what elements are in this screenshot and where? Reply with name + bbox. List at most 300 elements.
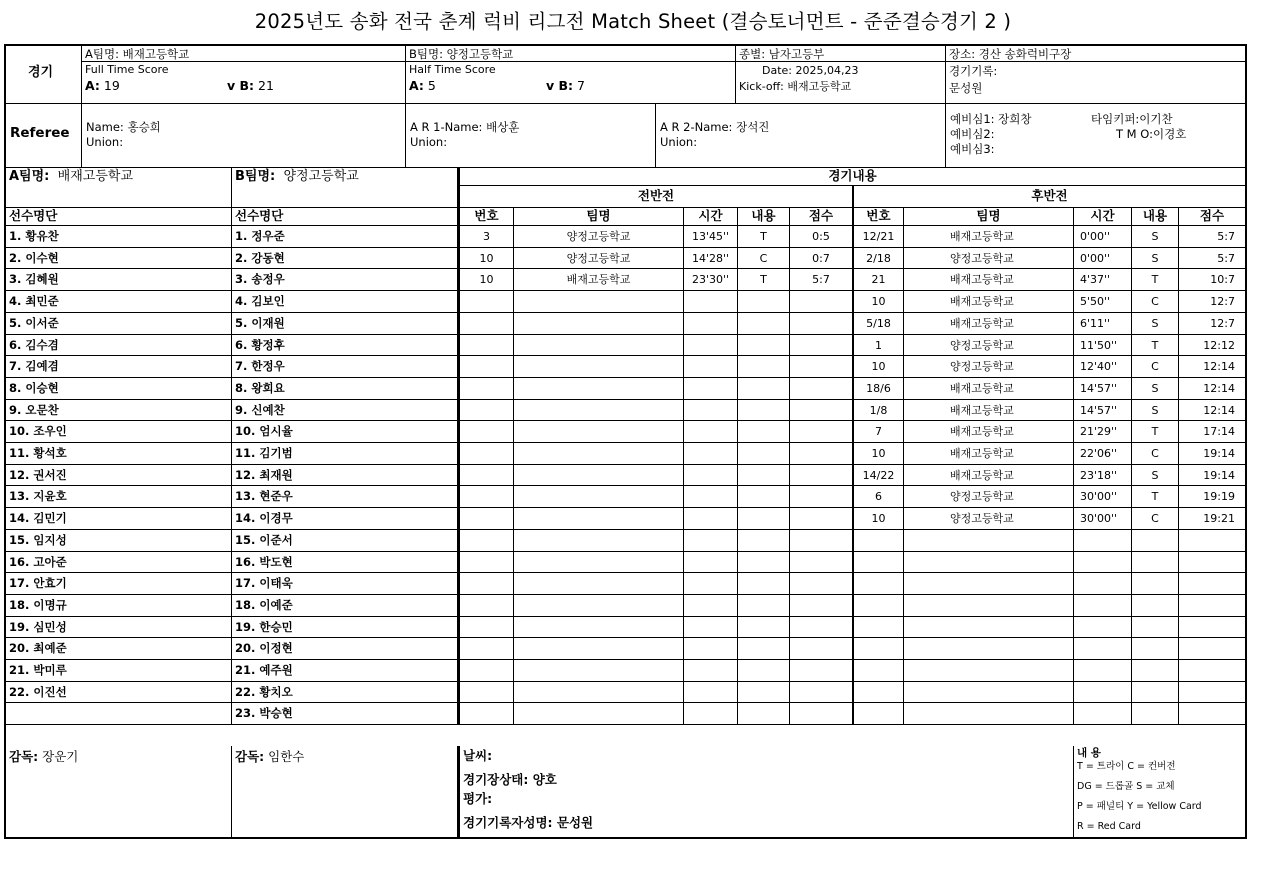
teamA-player: 20. 최예준 [6,638,232,660]
coachB: 감독: 임한수 [235,749,305,764]
teamA-player: 8. 이승현 [6,378,232,400]
teamA-player: 22. 이진선 [6,682,232,703]
teamB-player: 12. 최재원 [232,465,458,486]
second-half-event-cell: 18/6 [854,378,904,400]
second-half-event-cell: 배재고등학교 [904,378,1074,400]
referee-name: Name: 홍승희 [86,120,161,134]
teamA-player: 21. 박미루 [6,660,232,682]
second-half-event-cell [904,617,1074,638]
teamA-player: 13. 지윤호 [6,486,232,508]
first-half-event-cell [514,573,684,595]
first-half-event-cell [684,508,738,530]
ar2-cell [656,104,946,168]
first-half-event-cell: 0:7 [790,248,854,269]
second-half-event-cell: 7 [854,421,904,443]
first-half-event-cell [790,530,854,552]
first-half-event-cell [458,703,514,725]
second-half-event-cell: 0'00'' [1074,248,1132,269]
second-half-event-cell [1179,552,1245,573]
second-half-event-cell: 30'00'' [1074,508,1132,530]
teamA-header [6,168,232,208]
legend-title: 내 용 [1077,747,1101,759]
first-half-event-cell [458,638,514,660]
second-half-event-cell: 10 [854,291,904,313]
second-half-event-cell: 6 [854,486,904,508]
teamA-players-header: 선수명단 [6,208,232,226]
second-half-event-cell [1179,703,1245,725]
second-half-event-cell [1074,595,1132,617]
teamA-player: 18. 이명규 [6,595,232,617]
first-half-event-cell [514,638,684,660]
second-half-event-cell: 12:14 [1179,356,1245,378]
first-half-event-cell [738,443,790,465]
second-half-event-cell: S [1132,226,1179,248]
second-half-event-cell [1179,595,1245,617]
first-half-col-header: 시간 [684,208,738,226]
coachA-cell [6,746,232,837]
second-half-event-cell: 12'40'' [1074,356,1132,378]
second-half-event-cell [1132,638,1179,660]
teamB-player: 8. 왕희요 [232,378,458,400]
teamA-player: 4. 최민준 [6,291,232,313]
second-half-event-cell [1074,530,1132,552]
first-half-event-cell [684,595,738,617]
match-content-header: 경기내용 [458,168,1245,186]
teamB-player: 22. 황치오 [232,682,458,703]
first-half-event-cell [684,660,738,682]
ar2-name: A R 2-Name: 장석진 [660,120,770,134]
first-half-event-cell [738,638,790,660]
second-half-event-cell [904,573,1074,595]
second-half-event-cell: 30'00'' [1074,486,1132,508]
second-half-event-cell [1132,595,1179,617]
second-half-event-cell: 23'18'' [1074,465,1132,486]
second-half-event-cell: S [1132,400,1179,421]
first-half-event-cell [458,508,514,530]
first-half-event-cell: 배재고등학교 [514,269,684,291]
second-half-event-cell: T [1132,486,1179,508]
first-half-event-cell [738,573,790,595]
ht-a-score: A: 5 [409,78,436,93]
coachB-cell [232,746,458,837]
first-half-event-cell [458,291,514,313]
second-half-event-cell: 10 [854,356,904,378]
second-half-event-cell: T [1132,269,1179,291]
rating: 평가: [463,791,493,806]
conditions-cell [458,746,1074,837]
second-half-event-cell [1074,552,1132,573]
teamA-name-line: A팀명: 배재고등학교 [85,47,190,61]
first-half-event-cell [738,313,790,335]
first-half-event-cell [790,291,854,313]
second-half-event-cell: S [1132,313,1179,335]
first-half-event-cell [514,552,684,573]
teamA-player: 9. 오문찬 [6,400,232,421]
first-half-event-cell [738,530,790,552]
first-half-event-cell [458,552,514,573]
first-half-event-cell: 양정고등학교 [514,226,684,248]
second-half-event-cell: 12:14 [1179,400,1245,421]
second-half-event-cell: 12:14 [1179,378,1245,400]
first-half-event-cell [514,508,684,530]
coachA: 감독: 장운기 [9,749,79,764]
second-half-event-cell [1132,617,1179,638]
first-half-event-cell [738,465,790,486]
first-half-event-cell [514,486,684,508]
second-half-event-cell [1179,530,1245,552]
first-half-event-cell: 5:7 [790,269,854,291]
second-half-event-cell: C [1132,443,1179,465]
first-half-event-cell [738,595,790,617]
full-time-label: Full Time Score [85,63,169,76]
teamA-info-cell [82,46,406,104]
first-half-event-cell [790,703,854,725]
first-half-event-cell [458,356,514,378]
first-half-event-cell [790,660,854,682]
second-half-event-cell: 12:7 [1179,291,1245,313]
first-half-event-cell [790,378,854,400]
teamB-title: B팀명: 양정고등학교 [235,169,359,184]
ar1-name: A R 1-Name: 배상훈 [410,120,520,134]
second-half-header: 후반전 [854,186,1245,208]
legend-3: P = 패널티 Y = Yellow Card [1077,801,1202,812]
second-half-event-cell [854,638,904,660]
second-half-event-cell: S [1132,378,1179,400]
second-half-event-cell: 배재고등학교 [904,313,1074,335]
second-half-event-cell [1132,682,1179,703]
teamA-title: A팀명: 배재고등학교 [9,169,134,184]
second-half-event-cell: 12:12 [1179,335,1245,356]
teamB-player: 6. 황정후 [232,335,458,356]
record-label: 경기기록: [949,64,998,78]
first-half-event-cell: 3 [458,226,514,248]
teamA-player: 6. 김수겸 [6,335,232,356]
teamB-player: 23. 박승현 [232,703,458,725]
first-half-event-cell [458,443,514,465]
second-half-event-cell [1132,660,1179,682]
first-half-event-cell [684,378,738,400]
second-half-event-cell [904,530,1074,552]
first-half-event-cell [458,335,514,356]
second-half-event-cell [854,617,904,638]
first-half-event-cell: 양정고등학교 [514,248,684,269]
record-value: 문성원 [949,81,983,95]
second-half-event-cell [1074,682,1132,703]
first-half-event-cell [458,313,514,335]
first-half-col-header: 점수 [790,208,854,226]
match-sheet [4,44,1247,839]
second-half-event-cell [1179,638,1245,660]
first-half-event-cell [514,465,684,486]
teamA-player: 12. 권서진 [6,465,232,486]
first-half-event-cell [458,530,514,552]
second-half-event-cell [854,573,904,595]
teamA-player: 5. 이서준 [6,313,232,335]
second-half-event-cell [1074,638,1132,660]
first-half-event-cell [514,682,684,703]
first-half-event-cell [514,660,684,682]
game-label-cell [6,46,82,104]
second-half-event-cell: C [1132,508,1179,530]
first-half-event-cell [790,443,854,465]
second-half-event-cell: 배재고등학교 [904,226,1074,248]
first-half-event-cell [738,356,790,378]
first-half-event-cell [514,313,684,335]
first-half-col-header: 내용 [738,208,790,226]
first-half-event-cell [458,660,514,682]
second-half-event-cell: 배재고등학교 [904,291,1074,313]
teamB-player: 20. 이정현 [232,638,458,660]
first-half-event-cell [738,400,790,421]
second-half-event-cell: 21 [854,269,904,291]
ht-b-score: v B: 7 [546,78,585,93]
first-half-event-cell: 23'30'' [684,269,738,291]
second-half-event-cell: 배재고등학교 [904,421,1074,443]
first-half-event-cell: T [738,269,790,291]
legend-2: DG = 드롭골 S = 교체 [1077,781,1175,792]
first-half-event-cell [738,703,790,725]
division-line: 종별: 남자고등부 [739,47,825,61]
second-half-event-cell: 5'50'' [1074,291,1132,313]
first-half-event-cell [684,703,738,725]
second-half-event-cell: 배재고등학교 [904,400,1074,421]
second-half-event-cell [1132,530,1179,552]
second-half-event-cell: 배재고등학교 [904,465,1074,486]
second-half-event-cell [904,703,1074,725]
teamA-player: 7. 김예겸 [6,356,232,378]
first-half-event-cell [738,486,790,508]
second-half-event-cell [904,638,1074,660]
first-half-event-cell [790,400,854,421]
teamB-player: 21. 예주원 [232,660,458,682]
kickoff-line: Kick-off: 배재고등학교 [739,80,852,93]
first-half-event-cell [738,335,790,356]
second-half-event-cell: 2/18 [854,248,904,269]
second-half-event-cell: 배재고등학교 [904,269,1074,291]
second-half-event-cell [904,595,1074,617]
reserve2: 예비심2: [950,127,995,141]
second-half-event-cell: 22'06'' [1074,443,1132,465]
weather: 날씨: [463,748,493,763]
second-half-event-cell: 양정고등학교 [904,356,1074,378]
first-half-event-cell [790,573,854,595]
second-half-event-cell: 10 [854,443,904,465]
second-half-event-cell [1132,552,1179,573]
first-half-event-cell [738,378,790,400]
teamB-players-header: 선수명단 [232,208,458,226]
teamB-header [232,168,458,208]
first-half-event-cell [738,421,790,443]
first-half-col-header: 번호 [458,208,514,226]
first-half-event-cell [684,530,738,552]
first-half-event-cell [684,443,738,465]
second-half-event-cell [1179,660,1245,682]
second-half-col-header: 시간 [1074,208,1132,226]
reserve1: 예비심1: 장희창 [950,112,1032,126]
second-half-event-cell [854,595,904,617]
reserve3: 예비심3: [950,142,995,156]
second-half-event-cell: 5:7 [1179,226,1245,248]
teamB-player: 19. 한승민 [232,617,458,638]
ar1-union: Union: [410,135,448,149]
referee-name-cell [82,104,406,168]
second-half-event-cell: C [1132,291,1179,313]
first-half-event-cell [514,530,684,552]
first-half-event-cell: 14'28'' [684,248,738,269]
teamB-info-cell [406,46,736,104]
second-half-event-cell: 양정고등학교 [904,335,1074,356]
first-half-event-cell [514,356,684,378]
teamB-player: 14. 이경무 [232,508,458,530]
timekeeper: 타임키퍼:이기찬 [1091,112,1173,126]
teamB-name-line: B팀명: 양정고등학교 [409,47,514,61]
second-half-event-cell [1074,617,1132,638]
legend-4: R = Red Card [1077,821,1141,832]
second-half-event-cell: 19:19 [1179,486,1245,508]
first-half-event-cell: 0:5 [790,226,854,248]
second-half-event-cell [1132,573,1179,595]
first-half-event-cell [738,617,790,638]
second-half-event-cell: 0'00'' [1074,226,1132,248]
teamA-player: 11. 황석호 [6,443,232,465]
second-half-event-cell [854,552,904,573]
first-half-event-cell [684,573,738,595]
first-half-event-cell [458,573,514,595]
second-half-event-cell: 17:14 [1179,421,1245,443]
second-half-event-cell [1074,703,1132,725]
tmo: T M O:이경호 [1116,127,1187,141]
first-half-event-cell [790,595,854,617]
second-half-event-cell: 10 [854,508,904,530]
first-half-event-cell [790,486,854,508]
referee-label: Referee [10,125,70,141]
legend-cell [1074,746,1245,837]
second-half-event-cell: 양정고등학교 [904,486,1074,508]
second-half-event-cell [904,552,1074,573]
teamA-player [6,703,232,725]
first-half-event-cell [458,378,514,400]
second-half-event-cell: 21'29'' [1074,421,1132,443]
teamA-player: 16. 고아준 [6,552,232,573]
teamA-player: 3. 김혜원 [6,269,232,291]
ground-condition: 경기장상태: 양호 [463,772,557,787]
second-half-event-cell: C [1132,356,1179,378]
first-half-event-cell [514,291,684,313]
half-time-label: Half Time Score [409,63,496,76]
second-half-col-header: 점수 [1179,208,1245,226]
teamB-player: 16. 박도현 [232,552,458,573]
second-half-event-cell [1179,573,1245,595]
first-half-header: 전반전 [458,186,854,208]
second-half-col-header: 팀명 [904,208,1074,226]
teamB-player: 4. 김보인 [232,291,458,313]
teamB-player: 13. 현준우 [232,486,458,508]
first-half-col-header: 팀명 [514,208,684,226]
second-half-event-cell: 14'57'' [1074,400,1132,421]
first-half-event-cell [514,378,684,400]
teamB-player: 18. 이예준 [232,595,458,617]
first-half-event-cell [514,617,684,638]
teamB-player: 11. 김기범 [232,443,458,465]
first-half-event-cell [684,552,738,573]
second-half-event-cell: T [1132,421,1179,443]
first-half-event-cell [458,595,514,617]
first-half-event-cell [458,486,514,508]
teamA-player: 14. 김민기 [6,508,232,530]
first-half-event-cell [738,660,790,682]
first-half-event-cell [458,421,514,443]
second-half-event-cell: T [1132,335,1179,356]
first-half-event-cell: T [738,226,790,248]
first-half-event-cell [790,335,854,356]
teamB-player: 9. 신예찬 [232,400,458,421]
first-half-event-cell [738,552,790,573]
first-half-event-cell [514,443,684,465]
first-half-event-cell [514,703,684,725]
first-half-event-cell [684,335,738,356]
first-half-event-cell: 10 [458,248,514,269]
first-half-event-cell [458,465,514,486]
second-half-event-cell: 12/21 [854,226,904,248]
second-half-event-cell [904,682,1074,703]
game-label: 경기 [28,65,54,80]
first-half-event-cell [790,356,854,378]
ar1-cell [406,104,656,168]
second-half-event-cell: 14/22 [854,465,904,486]
page-title: 2025년도 송화 전국 춘계 럭비 리그전 Match Sheet (결승토너먼트 - 준준결승경기 2 ) [254,10,1012,33]
first-half-event-cell [514,335,684,356]
second-half-event-cell: 1 [854,335,904,356]
first-half-event-cell [684,400,738,421]
first-half-event-cell [458,682,514,703]
teamA-player: 15. 임지성 [6,530,232,552]
first-half-event-cell [684,617,738,638]
second-half-event-cell: S [1132,248,1179,269]
first-half-event-cell [790,313,854,335]
second-half-event-cell: 19:14 [1179,465,1245,486]
referee-union: Union: [86,135,124,149]
first-half-event-cell [738,682,790,703]
first-half-event-cell [684,638,738,660]
second-half-event-cell: 양정고등학교 [904,248,1074,269]
first-half-event-cell [684,486,738,508]
teamB-player: 2. 강동현 [232,248,458,269]
referee-label-cell [6,104,82,168]
first-half-event-cell [684,356,738,378]
second-half-event-cell [904,660,1074,682]
venue-cell [946,46,1245,104]
first-half-event-cell: 13'45'' [684,226,738,248]
first-half-event-cell: C [738,248,790,269]
second-half-event-cell [854,530,904,552]
second-half-event-cell [854,682,904,703]
teamB-player: 15. 이준서 [232,530,458,552]
teamB-player: 5. 이재원 [232,313,458,335]
ft-a-score: A: 19 [85,78,120,93]
date-line: Date: 2025,04,23 [762,64,859,77]
first-half-event-cell [684,465,738,486]
teamB-player: 3. 송정우 [232,269,458,291]
division-cell [736,46,946,104]
teamA-player: 17. 안효기 [6,573,232,595]
teamA-player: 19. 심민성 [6,617,232,638]
second-half-col-header: 번호 [854,208,904,226]
first-half-event-cell [790,682,854,703]
second-half-event-cell [854,703,904,725]
first-half-event-cell [790,508,854,530]
first-half-event-cell [684,313,738,335]
first-half-event-cell [458,617,514,638]
